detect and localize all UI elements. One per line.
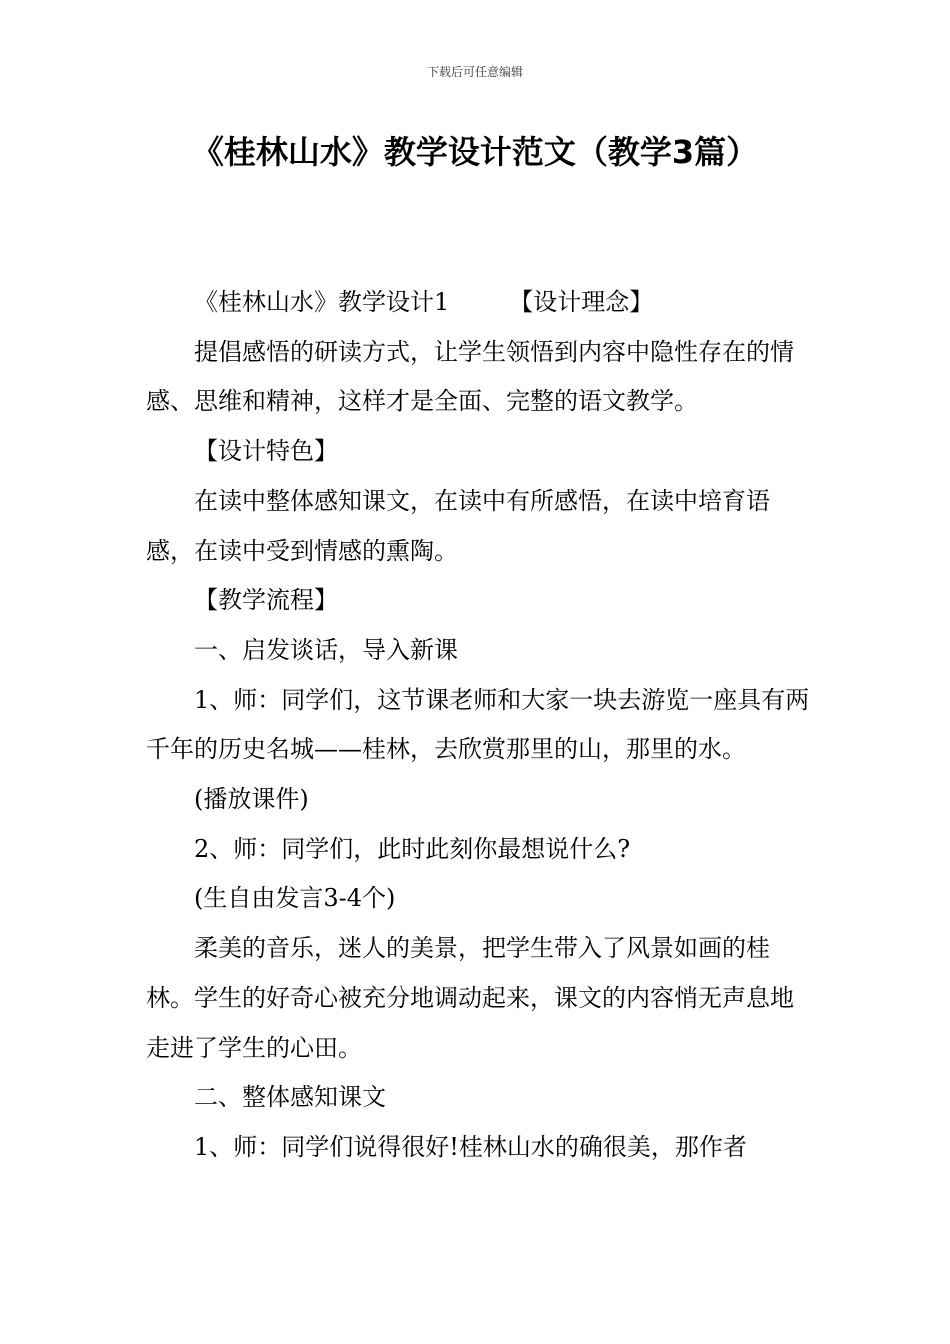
paragraph-feature-text: 在读中整体感知课文，在读中有所感悟，在读中培育语感，在读中受到情感的熏陶。	[146, 486, 770, 565]
design-heading-line	[146, 278, 810, 328]
document-title: 《桂林山水》教学设计范文（教学3篇）	[191, 133, 759, 171]
paragraph-student-speak: (生自由发言3-4个)	[194, 884, 396, 913]
paragraph-teacher-question: 2、师：同学们，此时此刻你最想说什么?	[194, 834, 631, 863]
paragraph-teacher-intro: 1、师：同学们，这节课老师和大家一块去游览一座具有两千年的历史名城——桂林，去欣赏那里的山，那里的水。	[146, 685, 810, 764]
section-concept-heading: 【设计理念】	[509, 288, 654, 316]
paragraph-concept-text: 提倡感悟的研读方式，让学生领悟到内容中隐性存在的情感、思维和精神，这样才是全面、完整的语文教学。	[146, 337, 794, 416]
step-two-heading: 二、整体感知课文	[194, 1083, 386, 1112]
paragraph-play-courseware: (播放课件)	[194, 785, 309, 814]
step-one-heading: 一、启发谈话，导入新课	[194, 635, 458, 664]
paragraph-teacher-praise: 1、师：同学们说得很好!桂林山水的确很美，那作者	[194, 1132, 747, 1161]
document-body	[146, 278, 810, 1173]
paragraph-reflection: 柔美的音乐，迷人的美景，把学生带入了风景如画的桂林。学生的好奇心被充分地调动起来，课文的内容悄无声息地走进了学生的心田。	[146, 934, 794, 1062]
section-feature-heading: 【设计特色】	[194, 437, 338, 466]
section-process-heading: 【教学流程】	[194, 586, 338, 615]
design-heading: 《桂林山水》教学设计1	[194, 288, 450, 316]
page-header-note: 下载后可任意编辑	[426, 65, 523, 79]
